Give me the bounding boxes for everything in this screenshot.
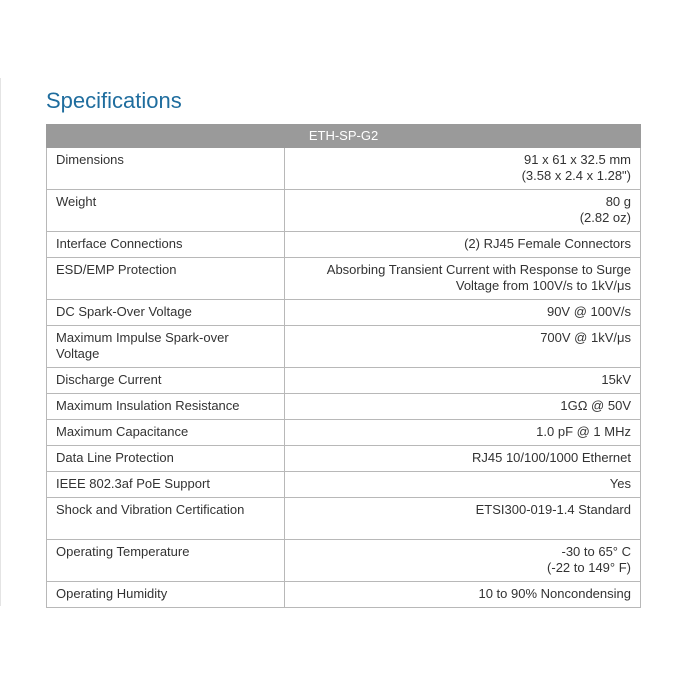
spec-label: Operating Temperature — [47, 540, 285, 582]
page-title: Specifications — [46, 88, 182, 113]
spec-label: Maximum Capacitance — [47, 420, 285, 446]
table-row — [47, 258, 641, 300]
spec-value — [285, 446, 641, 472]
spec-value — [285, 540, 641, 582]
spec-label: IEEE 802.3af PoE Support — [47, 472, 285, 498]
table-row — [47, 190, 641, 232]
spec-value-line: 1.0 pF @ 1 MHz — [536, 424, 631, 439]
table-row — [47, 498, 641, 540]
table-header-model: ETH-SP-G2 — [47, 125, 641, 148]
spec-label: Operating Humidity — [47, 582, 285, 608]
spec-value-line: 15kV — [601, 372, 631, 387]
spec-value — [285, 472, 641, 498]
spec-value — [285, 300, 641, 326]
spec-value — [285, 190, 641, 232]
spec-label: Discharge Current — [47, 368, 285, 394]
spec-value-line: 700V @ 1kV/μs — [540, 330, 631, 345]
spec-value — [285, 582, 641, 608]
spec-label: DC Spark-Over Voltage — [47, 300, 285, 326]
table-row — [47, 300, 641, 326]
spec-value-line: Yes — [609, 476, 631, 491]
table-row — [47, 368, 641, 394]
spec-value — [285, 326, 641, 368]
spec-label: Maximum Insulation Resistance — [47, 394, 285, 420]
table-row — [47, 394, 641, 420]
spec-value-line: 80 g — [605, 194, 631, 209]
spec-value — [285, 394, 641, 420]
spec-value-line: (2) RJ45 Female Connectors — [464, 236, 631, 251]
spec-value-line: Voltage from 100V/s to 1kV/μs — [455, 278, 631, 293]
spec-label: Shock and Vibration Certification — [47, 498, 285, 540]
table-row — [47, 326, 641, 368]
table-header-row — [47, 125, 641, 148]
table-body — [47, 148, 641, 608]
spec-label: Interface Connections — [47, 232, 285, 258]
page-edge-divider — [0, 78, 1, 606]
table-row — [47, 148, 641, 190]
table-row — [47, 582, 641, 608]
table-row — [47, 540, 641, 582]
spec-value-line: (-22 to 149° F) — [547, 560, 631, 575]
spec-value-line: -30 to 65° C — [561, 544, 631, 559]
spec-value-line: (2.82 oz) — [579, 210, 631, 225]
spec-value-line: ETSI300-019-1.4 Standard — [475, 502, 631, 517]
spec-label: Dimensions — [47, 148, 285, 190]
spec-value — [285, 232, 641, 258]
spec-value-line: (3.58 x 2.4 x 1.28") — [521, 168, 631, 183]
spec-value — [285, 420, 641, 446]
spec-label: Maximum Impulse Spark-over Voltage — [47, 326, 285, 368]
spec-value-line: 10 to 90% Noncondensing — [478, 586, 631, 601]
spec-value-line: RJ45 10/100/1000 Ethernet — [471, 450, 631, 465]
table-row — [47, 472, 641, 498]
spec-value — [285, 258, 641, 300]
spec-value — [285, 368, 641, 394]
spec-value — [285, 148, 641, 190]
spec-label: Weight — [47, 190, 285, 232]
specifications-table — [46, 124, 641, 608]
spec-value — [285, 498, 641, 540]
spec-label: ESD/EMP Protection — [47, 258, 285, 300]
table-row — [47, 446, 641, 472]
spec-value-line: Absorbing Transient Current with Response to Surge — [326, 262, 631, 277]
spec-value-line: 1GΩ @ 50V — [560, 398, 631, 413]
table-row — [47, 232, 641, 258]
table-row — [47, 420, 641, 446]
spec-value-line: 90V @ 100V/s — [546, 304, 631, 319]
spec-value-line: 91 x 61 x 32.5 mm — [524, 152, 631, 167]
spec-label: Data Line Protection — [47, 446, 285, 472]
